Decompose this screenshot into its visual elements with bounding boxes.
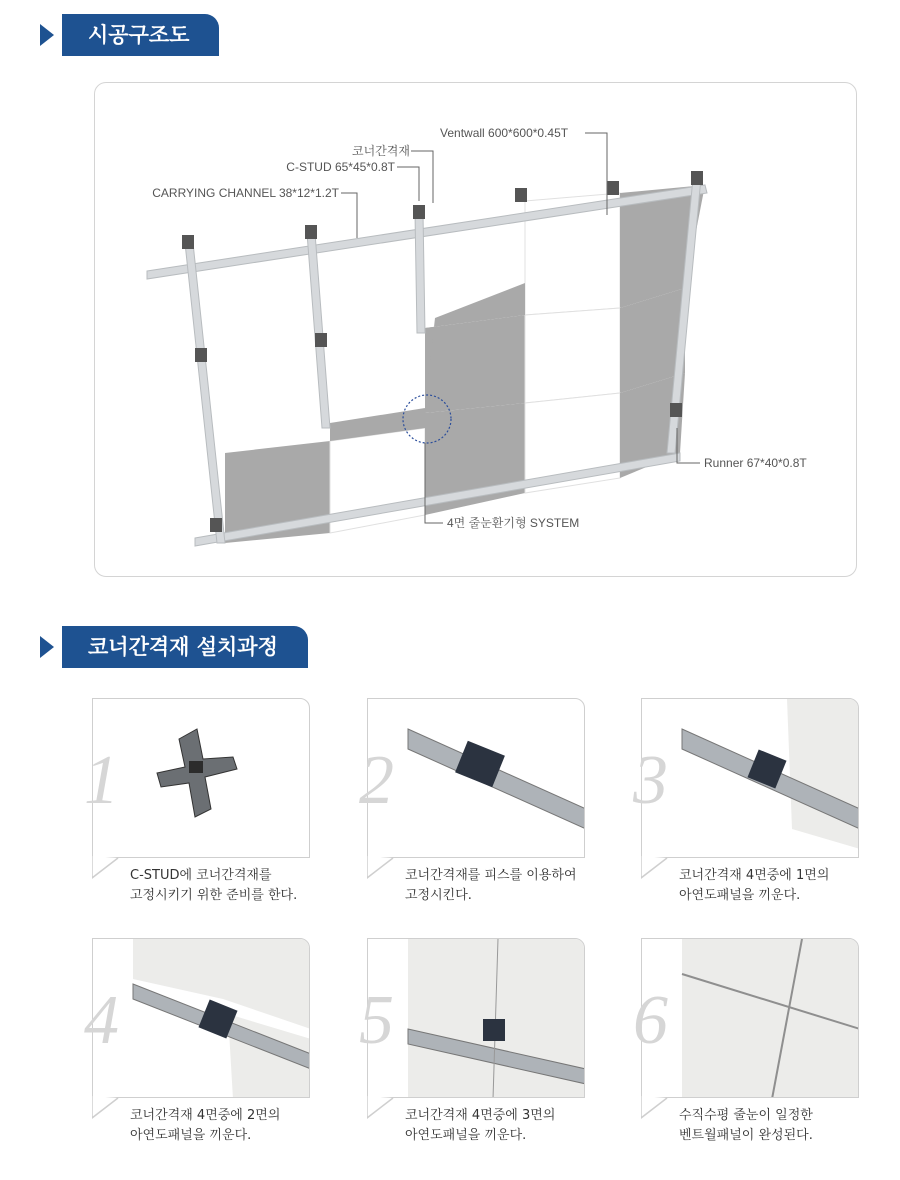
speech-tail: [367, 856, 397, 880]
step-number: 3: [633, 742, 668, 819]
label-ventwall: Ventwall 600*600*0.45T: [440, 126, 569, 140]
step-photo: [92, 938, 310, 1098]
step-caption: [405, 1106, 595, 1146]
arrow-icon: [40, 636, 54, 658]
label-system: 4면 줄눈환기형 SYSTEM: [447, 516, 580, 530]
step-photo: [641, 698, 859, 858]
speech-tail: [92, 856, 122, 880]
label-carrying-channel: CARRYING CHANNEL 38*12*1.2T: [152, 186, 339, 200]
step-photo: [367, 698, 585, 858]
step-number: 2: [359, 742, 394, 819]
stud-with-spacer-photo: [368, 699, 585, 858]
step-photo: [641, 938, 859, 1098]
caption-line: 아연도패널을 끼운다.: [405, 1128, 527, 1143]
construction-diagram: [94, 82, 857, 577]
step-caption: [405, 866, 595, 906]
step-number: 1: [84, 742, 119, 819]
caption-line: 코너간격재 4면중에 3면의: [405, 1108, 556, 1123]
step-caption: [679, 1106, 869, 1146]
diagram-illustration: [95, 83, 858, 578]
step-5: [359, 938, 585, 1168]
section-title: 시공구조도: [62, 14, 219, 56]
corner-spacer-photo: [93, 699, 310, 858]
caption-line: 코너간격재를 피스를 이용하여: [405, 868, 577, 883]
caption-line: 코너간격재 4면중에 2면의: [130, 1108, 281, 1123]
step-caption: [130, 1106, 320, 1146]
step-photo: [92, 698, 310, 858]
caption-line: 고정시키기 위한 준비를 한다.: [130, 888, 298, 903]
speech-tail: [367, 1096, 397, 1120]
step-photo: [367, 938, 585, 1098]
two-panels-photo: [93, 939, 310, 1098]
step-4: [84, 938, 310, 1168]
section-title: 코너간격재 설치과정: [62, 626, 308, 668]
step-3: [633, 698, 859, 928]
step-6: [633, 938, 859, 1168]
step-2: [359, 698, 585, 928]
caption-line: C-STUD에 코너간격재를: [130, 868, 272, 883]
caption-line: 벤트월패널이 완성된다.: [679, 1128, 813, 1143]
step-caption: [130, 866, 320, 906]
caption-line: 코너간격재 4면중에 1면의: [679, 868, 830, 883]
caption-line: 아연도패널을 끼운다.: [130, 1128, 252, 1143]
step-number: 4: [84, 982, 119, 1059]
panel-grid: [225, 185, 705, 543]
speech-tail: [92, 1096, 122, 1120]
one-panel-photo: [642, 699, 859, 858]
section-header-process: [40, 626, 340, 668]
section-header-construction: [40, 14, 340, 56]
step-number: 6: [633, 982, 668, 1059]
step-1: [84, 698, 310, 928]
arrow-icon: [40, 24, 54, 46]
label-c-stud: C-STUD 65*45*0.8T: [286, 160, 395, 174]
step-number: 5: [359, 982, 394, 1059]
label-runner: Runner 67*40*0.8T: [704, 456, 807, 470]
speech-tail: [641, 1096, 671, 1120]
caption-line: 아연도패널을 끼운다.: [679, 888, 801, 903]
three-panels-photo: [368, 939, 585, 1098]
caption-line: 수직수평 줄눈이 일정한: [679, 1108, 813, 1123]
speech-tail: [641, 856, 671, 880]
completed-panels-photo: [642, 939, 859, 1098]
label-corner-spacer: 코너간격재: [352, 144, 410, 158]
caption-line: 고정시킨다.: [405, 888, 472, 903]
step-caption: [679, 866, 869, 906]
